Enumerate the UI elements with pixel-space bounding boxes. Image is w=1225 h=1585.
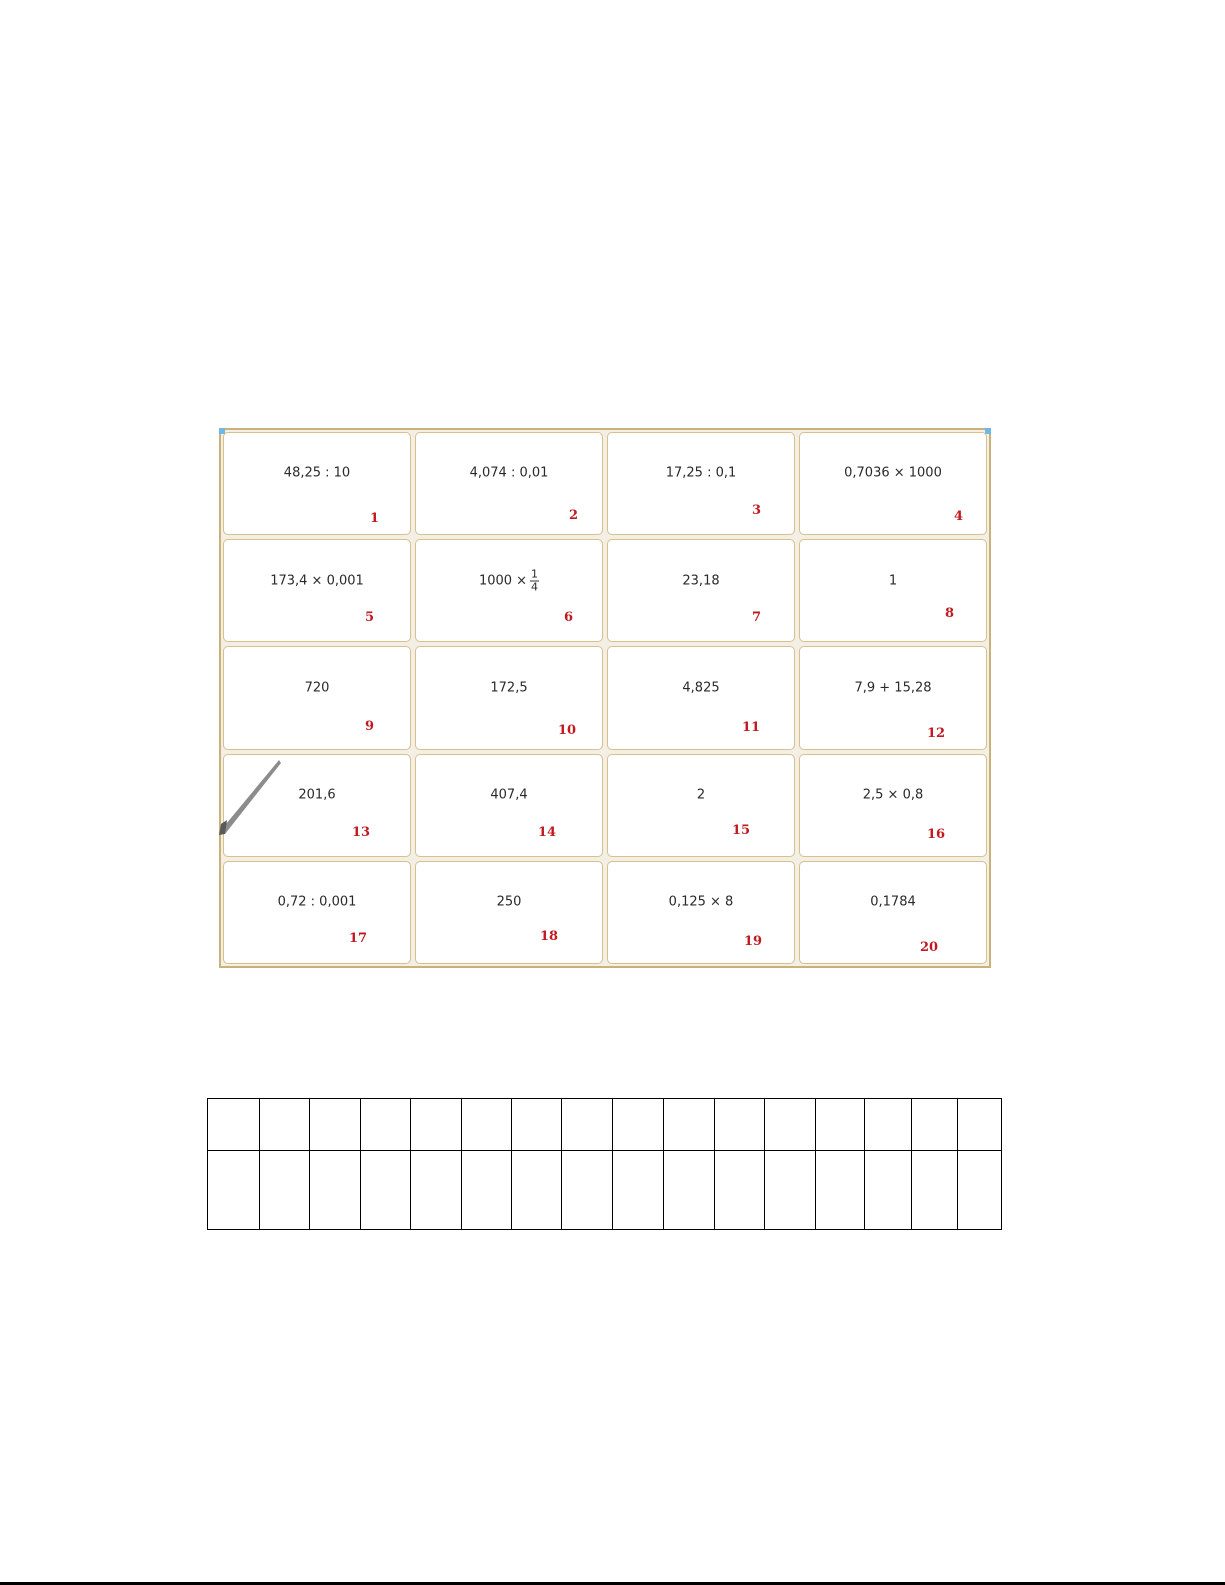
card-expression: 1 — [888, 573, 898, 589]
answer-cell[interactable] — [816, 1151, 865, 1230]
answer-cell[interactable] — [715, 1151, 765, 1230]
answer-cell[interactable] — [411, 1099, 462, 1151]
card-16 — [799, 754, 987, 857]
card-expression: 2 — [696, 787, 706, 803]
card-number: 4 — [954, 509, 964, 524]
card-3 — [607, 432, 795, 535]
answer-cell[interactable] — [462, 1099, 512, 1151]
card-expression: 4,825 — [682, 680, 720, 696]
answer-cell[interactable] — [260, 1151, 310, 1230]
answer-cell[interactable] — [715, 1099, 765, 1151]
fraction-numerator: 1 — [531, 567, 539, 581]
card-8 — [799, 539, 987, 642]
card-number: 7 — [752, 610, 762, 626]
answer-cell[interactable] — [208, 1099, 260, 1151]
card-number: 15 — [732, 822, 751, 838]
answer-cell[interactable] — [865, 1099, 912, 1151]
matching-cards-board — [219, 428, 991, 968]
fraction — [530, 568, 539, 593]
card-expression: 407,4 — [490, 787, 528, 803]
answer-cell[interactable] — [361, 1099, 411, 1151]
card-expression: 23,18 — [682, 573, 720, 589]
card-12 — [799, 646, 987, 749]
answer-cell[interactable] — [562, 1151, 613, 1230]
card-expression: 17,25 : 0,1 — [665, 465, 737, 481]
card-10 — [415, 646, 603, 749]
card-number: 16 — [927, 826, 946, 842]
card-4 — [799, 432, 987, 535]
card-number: 5 — [365, 610, 375, 626]
answer-cell[interactable] — [562, 1099, 613, 1151]
card-number: 2 — [569, 508, 579, 523]
card-6 — [415, 539, 603, 642]
card-expression: 0,72 : 0,001 — [277, 894, 357, 910]
card-expression: 48,25 : 10 — [283, 465, 351, 481]
answer-cell[interactable] — [512, 1151, 562, 1230]
answer-cell[interactable] — [613, 1151, 664, 1230]
card-11 — [607, 646, 795, 749]
card-18 — [415, 861, 603, 964]
fraction-denominator: 4 — [531, 580, 539, 594]
answer-cell[interactable] — [462, 1151, 512, 1230]
card-expression: 2,5 × 0,8 — [862, 787, 924, 803]
card-number: 9 — [365, 719, 375, 735]
card-number: 8 — [945, 606, 955, 622]
answer-cell[interactable] — [958, 1151, 1002, 1230]
card-number: 6 — [564, 610, 574, 626]
answer-cell[interactable] — [664, 1151, 715, 1230]
answer-table — [207, 1098, 1002, 1230]
card-20 — [799, 861, 987, 964]
card-number: 19 — [744, 933, 763, 949]
answer-cell[interactable] — [816, 1099, 865, 1151]
answer-cell[interactable] — [613, 1099, 664, 1151]
answer-cell[interactable] — [958, 1099, 1002, 1151]
card-1 — [223, 432, 411, 535]
card-expression: 250 — [496, 894, 522, 910]
card-19 — [607, 861, 795, 964]
card-expression: 720 — [304, 680, 330, 696]
card-number: 18 — [540, 928, 559, 944]
card-expression: 4,074 : 0,01 — [469, 465, 549, 481]
answer-cell[interactable] — [765, 1151, 816, 1230]
card-number: 1 — [370, 511, 380, 526]
card-expression: 0,1784 — [870, 894, 916, 910]
answer-cell[interactable] — [765, 1099, 816, 1151]
answer-row-top — [208, 1099, 1002, 1151]
card-7 — [607, 539, 795, 642]
answer-cell[interactable] — [260, 1099, 310, 1151]
card-expression: 0,125 × 8 — [668, 894, 734, 910]
card-number: 13 — [352, 824, 371, 840]
answer-cell[interactable] — [512, 1099, 562, 1151]
card-expression: 173,4 × 0,001 — [270, 573, 364, 589]
card-15 — [607, 754, 795, 857]
card-9 — [223, 646, 411, 749]
answer-cell[interactable] — [310, 1151, 361, 1230]
expression-text: 1000 × — [478, 573, 528, 589]
card-17 — [223, 861, 411, 964]
answer-row-bottom — [208, 1151, 1002, 1230]
card-grid — [223, 432, 987, 964]
answer-cell[interactable] — [912, 1099, 958, 1151]
card-expression: 0,7036 × 1000 — [844, 465, 942, 481]
card-number: 10 — [558, 723, 577, 739]
card-expression: 7,9 + 15,28 — [854, 680, 932, 696]
pen-pointer-icon — [219, 760, 289, 835]
answer-cell[interactable] — [912, 1151, 958, 1230]
card-expression: 172,5 — [490, 680, 528, 696]
answer-cell[interactable] — [411, 1151, 462, 1230]
answer-cell[interactable] — [208, 1151, 260, 1230]
answer-cell[interactable] — [664, 1099, 715, 1151]
card-expression: 201,6 — [298, 787, 336, 803]
card-number: 12 — [927, 726, 946, 742]
card-5 — [223, 539, 411, 642]
card-2 — [415, 432, 603, 535]
answer-cell[interactable] — [865, 1151, 912, 1230]
card-number: 17 — [349, 930, 368, 946]
card-number: 3 — [752, 503, 762, 518]
card-number: 11 — [742, 720, 761, 736]
card-14 — [415, 754, 603, 857]
card-number: 20 — [920, 939, 939, 955]
answer-cell[interactable] — [310, 1099, 361, 1151]
card-expression — [416, 568, 602, 593]
card-number: 14 — [538, 824, 557, 840]
answer-cell[interactable] — [361, 1151, 411, 1230]
